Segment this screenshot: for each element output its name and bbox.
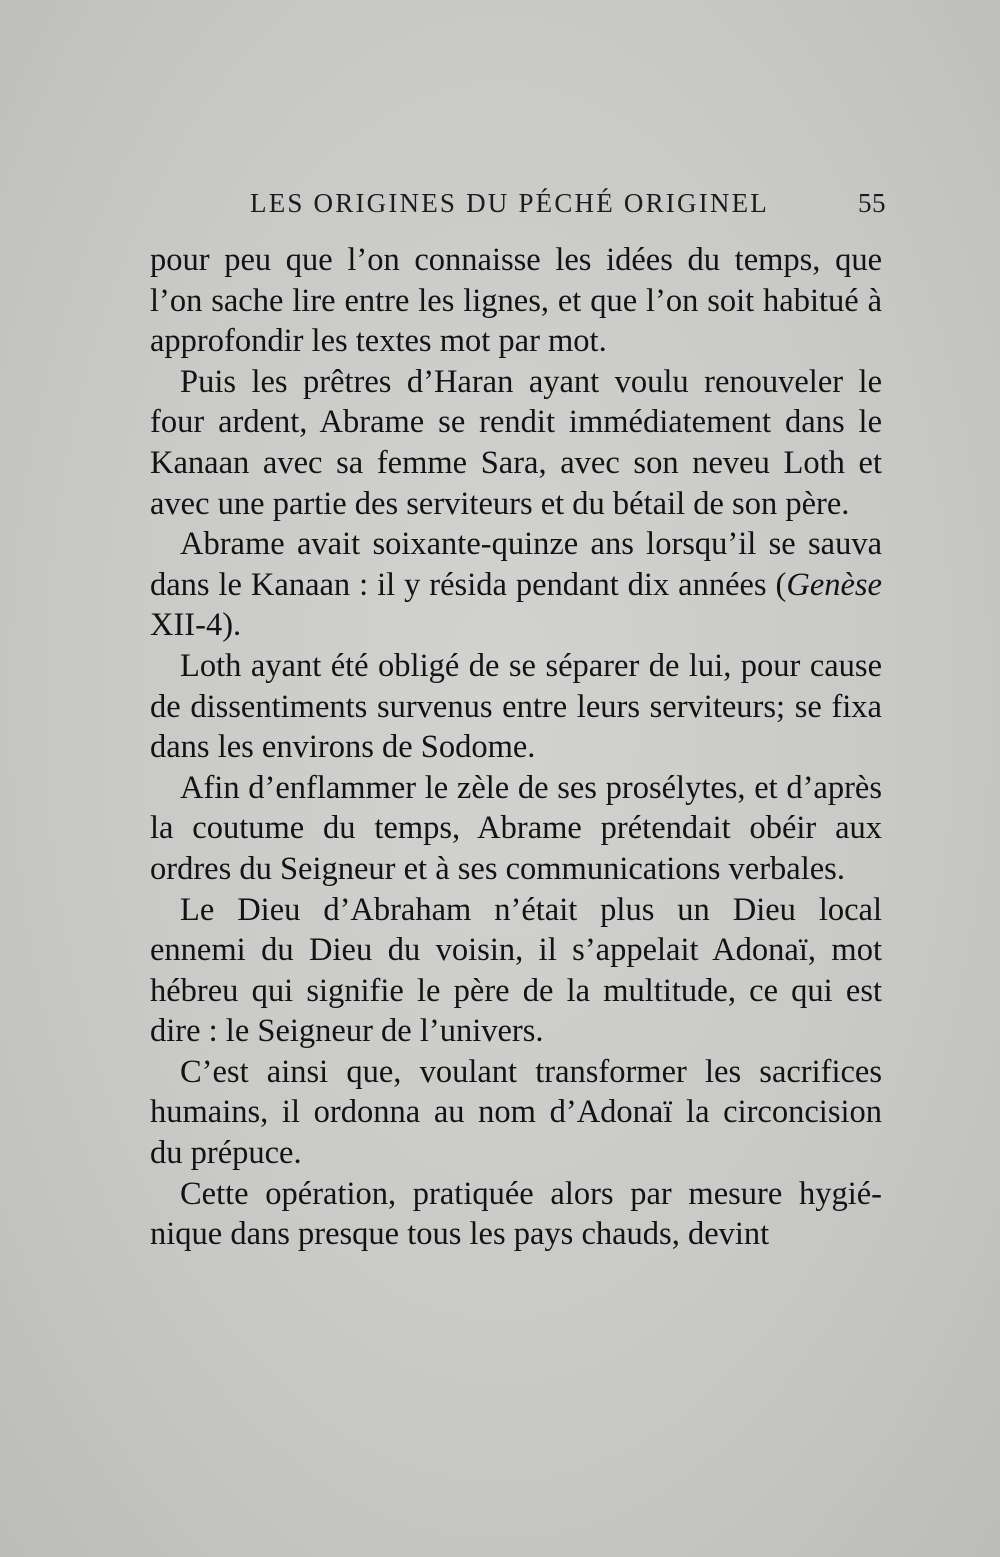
paragraph-adonai: Le Dieu d’Abraham n’était plus un Dieu local ennemi du Dieu du voisin, il s’appelait Adonaï, mot hébreu qui signifie le père de la multitude, ce qui est dire : le Seigneur de l’univers. <box>150 891 882 1050</box>
running-head <box>250 188 890 224</box>
paragraph-operation: Cette opération, pratiquée alors par mesure hygiénique dans presque tous les pays chauds, devint <box>150 1175 882 1253</box>
paragraph-abrame-age-start: Abrame avait soixante-quinze ans lorsqu’il se sauva dans le Kanaan : il y résida pendant dix années ( <box>150 526 882 603</box>
page-number: 55 <box>858 188 886 218</box>
paragraph-circumcision: C’est ainsi que, voulant transformer les sacrifices humains, il ordonna au nom d’Adonaï la circoncision du prépuce. <box>150 1053 882 1172</box>
paragraph-continuation: pour peu que l’on connaisse les idées du temps, que l’on sache lire entre les lignes, et que l’on soit habitué à approfondir les textes mot par mot. <box>150 242 882 360</box>
running-title: LES ORIGINES DU PÉCHÉ ORIGINEL <box>250 188 769 218</box>
scripture-book-name: Genèse <box>786 566 882 603</box>
paragraph-proselytes: Afin d’enflammer le zèle de ses prosélytes, et d’après la coutume du temps, Abrame prétendait obéir aux ordres du Seigneur et à ses communications verbales. <box>150 769 882 887</box>
paragraph-abrame-age <box>150 524 882 646</box>
paragraph-abrame-age-end: XII-4). <box>150 607 242 644</box>
body-text <box>150 240 882 1255</box>
paragraph-haran: Puis les prêtres d’Haran ayant voulu renouveler le four ardent, Abrame se rendit immédiatement dans le Kanaan avec sa femme Sara, avec son neveu Loth et avec une partie des serviteurs et du bétail de son père. <box>150 363 882 522</box>
paragraph-loth: Loth ayant été obligé de se séparer de lui, pour cause de dissentiments survenus entre leurs serviteurs; se fixa dans les environs de Sodome. <box>150 647 882 766</box>
